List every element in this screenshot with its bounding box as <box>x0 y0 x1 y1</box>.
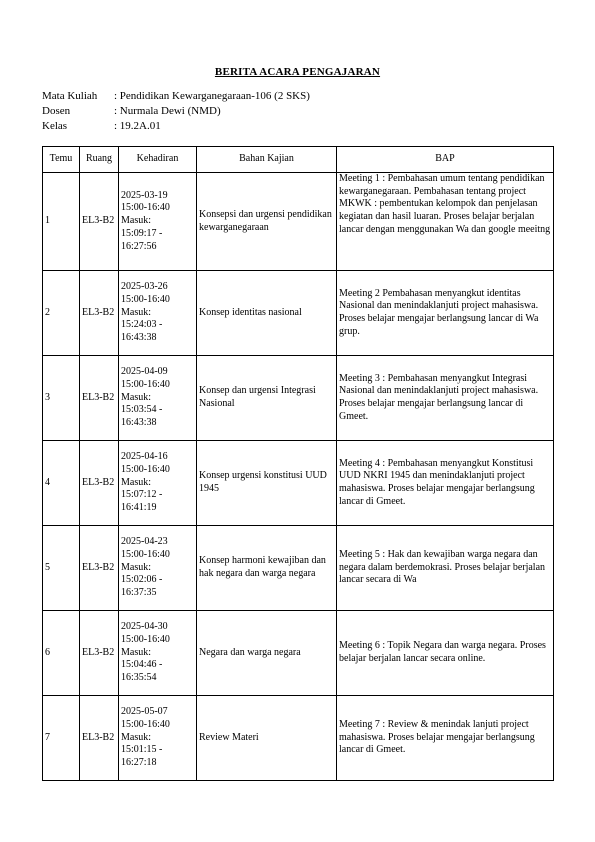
kehadiran-jam: 15:00-16:40 <box>121 378 170 390</box>
kelas-value: : 19.2A.01 <box>114 120 161 132</box>
kehadiran-tanggal: 2025-03-26 <box>121 281 168 293</box>
cell-bahan-kajian: Konsep dan urgensi Integrasi Nasional <box>197 356 337 441</box>
kehadiran-masuk-label: Masuk: <box>121 646 151 658</box>
kehadiran-masuk: 15:07:12 - <box>121 489 163 501</box>
kehadiran-masuk-label: Masuk: <box>121 561 151 573</box>
table-row <box>43 173 554 271</box>
kehadiran-tanggal: 2025-04-16 <box>121 451 168 463</box>
cell-kehadiran <box>119 356 197 441</box>
table-row <box>43 696 554 781</box>
kehadiran-masuk: 15:09:17 - <box>121 227 163 239</box>
cell-bap: Meeting 2 Pembahasan menyangkut identitas Nasional dan menindaklanjuti project mahasiswa. Proses belajar mengajar berlangsung lancar di Wa grup. <box>337 271 554 356</box>
kehadiran-jam: 15:00-16:40 <box>121 548 170 560</box>
cell-ruang: EL3-B2 <box>80 611 119 696</box>
cell-temu: 5 <box>43 526 80 611</box>
cell-kehadiran <box>119 271 197 356</box>
course-info <box>42 89 310 134</box>
cell-ruang: EL3-B2 <box>80 526 119 611</box>
mata-kuliah-value: : Pendidikan Kewarganegaraan-106 (2 SKS) <box>114 90 310 102</box>
kehadiran-jam: 15:00-16:40 <box>121 202 170 214</box>
kehadiran-masuk-label: Masuk: <box>121 215 151 227</box>
cell-bap: Meeting 4 : Pembahasan menyangkut Konstitusi UUD NKRI 1945 dan menindaklanjuti project mahasiswa. Proses belajar mengajar berlangsung lancar di Gmeet. <box>337 441 554 526</box>
kehadiran-tanggal: 2025-03-19 <box>121 189 168 201</box>
cell-kehadiran <box>119 173 197 271</box>
cell-bahan-kajian: Konsepsi dan urgensi pendidikan kewarganegaraan <box>197 173 337 271</box>
mata-kuliah-label: Mata Kuliah <box>42 90 98 102</box>
cell-kehadiran <box>119 441 197 526</box>
kehadiran-masuk: 15:24:03 - <box>121 319 163 331</box>
cell-kehadiran <box>119 526 197 611</box>
kehadiran-masuk-label: Masuk: <box>121 391 151 403</box>
cell-bap: Meeting 3 : Pembahasan menyangkut Integrasi Nasional dan menindaklanjuti project mahasiswa. Proses belajar mengajar berlangsung lancar di Gmeet. <box>337 356 554 441</box>
kehadiran-jam: 15:00-16:40 <box>121 718 170 730</box>
info-row-kelas <box>42 119 310 134</box>
kehadiran-masuk: 15:02:06 - <box>121 574 163 586</box>
cell-temu: 3 <box>43 356 80 441</box>
table-row <box>43 271 554 356</box>
cell-bahan-kajian: Konsep urgensi konstitusi UUD 1945 <box>197 441 337 526</box>
cell-bap: Meeting 1 : Pembahasan umum tentang pendidikan kewarganegaraan. Pembahasan tentang project MKWK : pembentukan kelompok dan penjelasan kegiatan dan hasil luaran. Proses belajar berjalan lancar dengan menggunakan Wa dan google meeitng <box>337 173 554 271</box>
table-row <box>43 526 554 611</box>
header-bap: BAP <box>337 147 554 173</box>
kehadiran-keluar: 16:41:19 <box>121 502 157 514</box>
table-header-row <box>43 147 554 173</box>
kehadiran-keluar: 16:35:54 <box>121 672 157 684</box>
kehadiran-masuk: 15:03:54 - <box>121 404 163 416</box>
header-bahan-kajian: Bahan Kajian <box>197 147 337 173</box>
cell-ruang: EL3-B2 <box>80 441 119 526</box>
cell-bap: Meeting 5 : Hak dan kewajiban warga negara dan negara dalam berdemokrasi. Proses belajar berjalan lancar secara di Wa <box>337 526 554 611</box>
kehadiran-jam: 15:00-16:40 <box>121 633 170 645</box>
kehadiran-keluar: 16:43:38 <box>121 417 157 429</box>
cell-temu: 1 <box>43 173 80 271</box>
kelas-label: Kelas <box>42 120 68 132</box>
kehadiran-tanggal: 2025-04-23 <box>121 536 168 548</box>
cell-temu: 6 <box>43 611 80 696</box>
table-row <box>43 441 554 526</box>
table-row <box>43 611 554 696</box>
cell-ruang: EL3-B2 <box>80 271 119 356</box>
kehadiran-tanggal: 2025-04-09 <box>121 366 168 378</box>
info-row-mata-kuliah <box>42 89 310 104</box>
cell-temu: 7 <box>43 696 80 781</box>
table-row <box>43 356 554 441</box>
cell-temu: 4 <box>43 441 80 526</box>
cell-ruang: EL3-B2 <box>80 173 119 271</box>
cell-ruang: EL3-B2 <box>80 356 119 441</box>
dosen-label: Dosen <box>42 105 71 117</box>
teaching-record-table <box>42 146 554 781</box>
cell-bap: Meeting 7 : Review & menindak lanjuti project mahasiswa. Proses belajar mengajar berlangsung lancar di Gmeet. <box>337 696 554 781</box>
kehadiran-keluar: 16:27:56 <box>121 240 157 252</box>
document-title: BERITA ACARA PENGAJARAN <box>214 66 381 78</box>
cell-kehadiran <box>119 696 197 781</box>
cell-temu: 2 <box>43 271 80 356</box>
cell-kehadiran <box>119 611 197 696</box>
kehadiran-jam: 15:00-16:40 <box>121 463 170 475</box>
cell-bap: Meeting 6 : Topik Negara dan warga negara. Proses belajar berjalan lancar secara online. <box>337 611 554 696</box>
cell-ruang: EL3-B2 <box>80 696 119 781</box>
kehadiran-masuk-label: Masuk: <box>121 306 151 318</box>
header-temu: Temu <box>43 147 80 173</box>
kehadiran-masuk-label: Masuk: <box>121 476 151 488</box>
kehadiran-jam: 15:00-16:40 <box>121 293 170 305</box>
cell-bahan-kajian: Negara dan warga negara <box>197 611 337 696</box>
kehadiran-keluar: 16:27:18 <box>121 757 157 769</box>
header-ruang: Ruang <box>80 147 119 173</box>
kehadiran-keluar: 16:43:38 <box>121 332 157 344</box>
kehadiran-tanggal: 2025-04-30 <box>121 621 168 633</box>
kehadiran-keluar: 16:37:35 <box>121 587 157 599</box>
kehadiran-masuk: 15:04:46 - <box>121 659 163 671</box>
dosen-value: : Nurmala Dewi (NMD) <box>114 105 221 117</box>
header-kehadiran: Kehadiran <box>119 147 197 173</box>
cell-bahan-kajian: Konsep harmoni kewajiban dan hak negara dan warga negara <box>197 526 337 611</box>
kehadiran-masuk: 15:01:15 - <box>121 744 163 756</box>
info-row-dosen <box>42 104 310 119</box>
cell-bahan-kajian: Konsep identitas nasional <box>197 271 337 356</box>
kehadiran-masuk-label: Masuk: <box>121 731 151 743</box>
cell-bahan-kajian: Review Materi <box>197 696 337 781</box>
kehadiran-tanggal: 2025-05-07 <box>121 706 168 718</box>
